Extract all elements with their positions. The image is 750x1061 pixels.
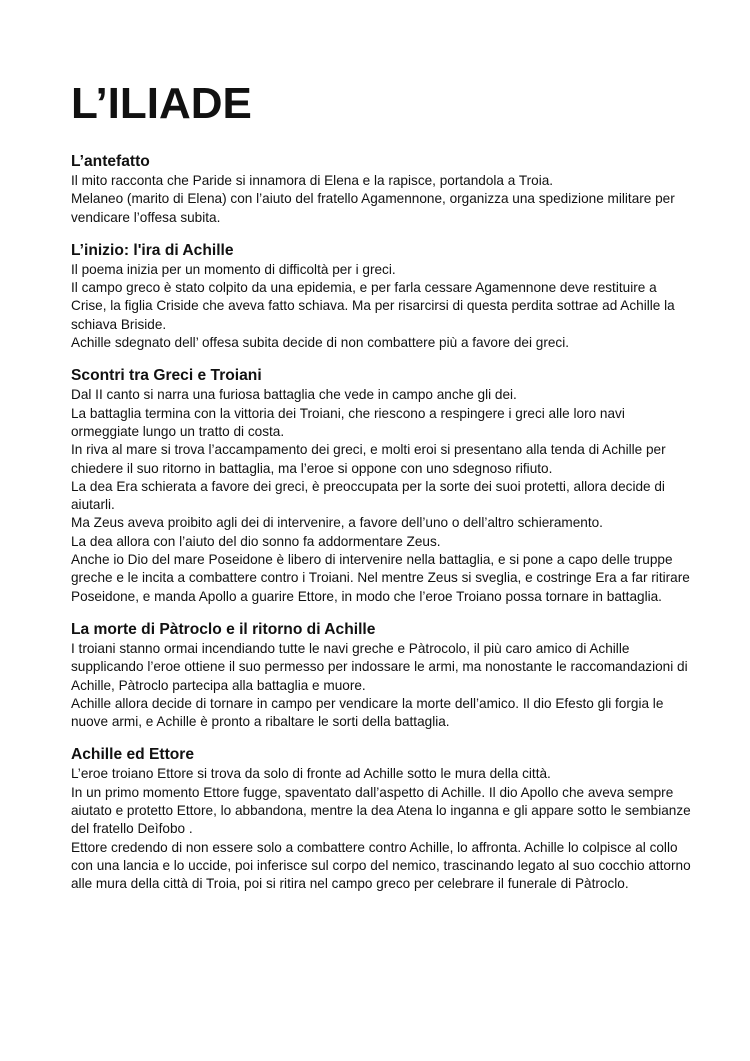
paragraph: I troiani stanno ormai incendiando tutte le navi greche e Pàtrocolo, il più caro amico di Achille supplicando l’eroe ottiene il suo permesso per indossare le armi, ma nonostante le raccomandazioni di Achille, Pàtroclo partecipa alla battaglia e muore. <box>71 640 688 693</box>
section-heading: Scontri tra Greci e Troiani <box>71 367 262 385</box>
paragraph: Ma Zeus aveva proibito agli dei di intervenire, a favore dell’uno o dell’altro schieramento. <box>71 515 603 531</box>
paragraph: In riva al mare si trova l’accampamento dei greci, e molti eroi si presentano alla tenda di Achille per chiedere il suo ritorno in battaglia, ma l’eroe si oppone con uno sdegnoso rifiuto. <box>71 442 666 476</box>
section-heading: L’antefatto <box>71 153 150 170</box>
paragraph: Il poema inizia per un momento di difficoltà per i greci. <box>71 261 396 277</box>
section-heading: Achille ed Ettore <box>71 746 195 764</box>
paragraph: Achille allora decide di tornare in campo per vendicare la morte dell’amico. Il dio Efesto gli forgia le nuove armi, e Achille è pronto a ribaltare le sorti della battaglia. <box>71 695 664 730</box>
section-scontri <box>71 366 691 606</box>
paragraph: Ettore credendo di non essere solo a combattere contro Achille, lo affronta. Achille lo colpisce al collo con una lancia e lo uccide, poi inferisce sul corpo del nemico, trascinando legato al suo cocchio attorno alle mura della città di Troia, poi si ritira nel campo greco per celebrare il funerale di Pàtroclo. <box>71 839 691 892</box>
paragraph: La battaglia termina con la vittoria dei Troiani, che riescono a respingere i greci alle loro navi ormeggiate lungo un tratto di costa. <box>71 405 625 439</box>
section-heading: L’inizio: l'ira di Achille <box>71 241 234 259</box>
paragraph: Dal II canto si narra una furiosa battaglia che vede in campo anche gli dei. <box>71 387 517 403</box>
paragraph: In un primo momento Ettore fugge, spaventato dall’aspetto di Achille. Il dio Apollo che aveva sempre aiutato e protetto Ettore, lo abbandona, mentre la dea Atena lo inganna e gli appare sotto le sembianze del fratello Deìfobo . <box>71 784 691 837</box>
paragraph: La dea Era schierata a favore dei greci, è preoccupata per la sorte dei suoi protetti, allora decide di aiutarli. <box>71 478 665 513</box>
paragraph: Anche io Dio del mare Poseidone è libero di intervenire nella battaglia, e si pone a capo delle truppe greche e le incita a combattere contro i Troiani. Nel mentre Zeus si sveglia, e costringe Era a far ritirare Poseidone, e manda Apollo a guarire Ettore, in modo che l’eroe Troiano possa tornare in battaglia. <box>71 552 690 604</box>
section-heading: La morte di Pàtroclo e il ritorno di Achille <box>71 620 376 638</box>
paragraph: Melaneo (marito di Elena) con l’aiuto del fratello Agamennone, organizza una spedizione militare per vendicare l’offesa subita. <box>71 191 675 225</box>
section-achille-ettore <box>71 745 691 893</box>
paragraph: L’eroe troiano Ettore si trova da solo di fronte ad Achille sotto le mura della città. <box>71 766 551 782</box>
paragraph: La dea allora con l’aiuto del dio sonno fa addormentare Zeus. <box>71 533 441 549</box>
section-inizio <box>71 241 691 352</box>
section-morte-patroclo <box>71 620 691 731</box>
document-title: L’ILIADE <box>71 79 252 128</box>
paragraph: Il mito racconta che Paride si innamora di Elena e la rapisce, portandola a Troia. <box>71 173 554 188</box>
paragraph: Achille sdegnato dell’ offesa subita decide di non combattere più a favore dei greci. <box>71 335 569 351</box>
document-page <box>71 78 691 908</box>
section-antefatto <box>71 152 691 227</box>
paragraph: Il campo greco è stato colpito da una epidemia, e per farla cessare Agamennone deve restituire a Crise, la figlia Criside che aveva fatto schiava. Ma per risarcirsi di questa perdita sottrae ad Achille la schiava Briside. <box>71 280 675 332</box>
